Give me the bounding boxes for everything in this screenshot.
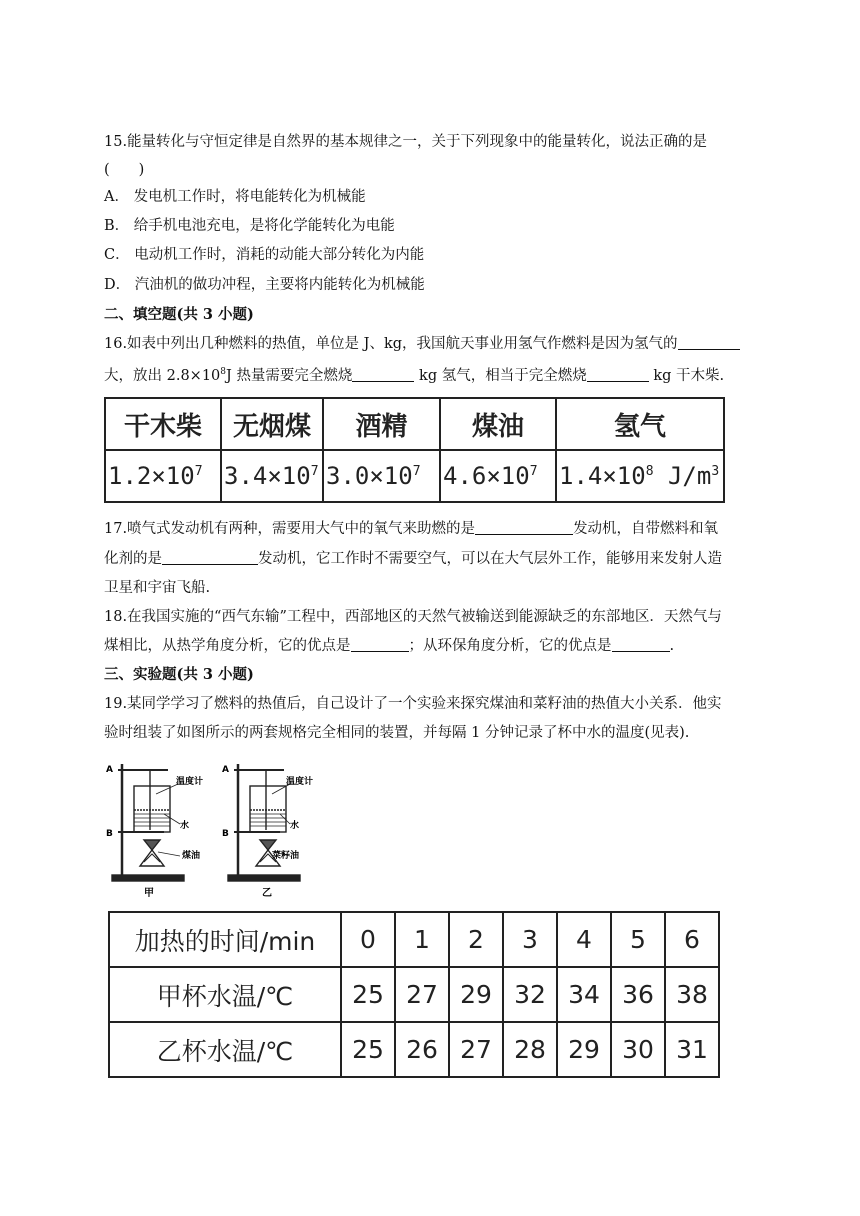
- table-row: [109, 967, 719, 1022]
- heat-value-exponent: 8: [645, 464, 654, 479]
- q19-line1: 19.某同学学习了燃料的热值后，自己设计了一个实验来探究煤油和菜籽油的热值大小关系．他实: [104, 696, 722, 712]
- table-cell: 4: [557, 912, 611, 967]
- q15-option-b: B． 给手机电池充电，是将化学能转化为电能: [104, 218, 395, 234]
- q18-text: .: [669, 638, 675, 654]
- table-cell: 6: [665, 912, 719, 967]
- q15-stem: 15.能量转化与守恒定律是自然界的基本规律之一，关于下列现象中的能量转化，说法正确的是: [104, 134, 708, 150]
- q16-text: kg 干木柴.: [648, 367, 725, 384]
- table-cell: 25: [341, 1022, 395, 1077]
- table-cell: 28: [503, 1022, 557, 1077]
- apparatus-left: [112, 764, 184, 881]
- q16-exponent: 8: [220, 367, 227, 377]
- answer-blank[interactable]: [162, 550, 258, 565]
- table-cell: 36: [611, 967, 665, 1022]
- q18-line2: [104, 636, 674, 656]
- label-b-left: B: [106, 829, 113, 839]
- label-jia: 甲: [144, 888, 154, 899]
- table-cell: 29: [557, 1022, 611, 1077]
- label-yi: 乙: [262, 888, 272, 899]
- section-heading-fill-in: 二、填空题(共 3 小题): [104, 306, 254, 323]
- q17-line3: 卫星和宇宙飞船.: [104, 580, 211, 596]
- table-cell: 5: [611, 912, 665, 967]
- table-cell: [556, 450, 724, 502]
- table-cell: 26: [395, 1022, 449, 1077]
- table-cell: 27: [449, 1022, 503, 1077]
- q15-option-a: A． 发电机工作时，将电能转化为机械能: [104, 189, 366, 205]
- q16-text: kg 氢气，相当于完全燃烧: [414, 367, 587, 384]
- q18-line1: 18.在我国实施的“西气东输”工程中，西部地区的天然气被输送到能源缺乏的东部地区．天然气与: [104, 609, 722, 625]
- label-water-right: 水: [290, 821, 300, 831]
- heat-value: 1.2×10: [108, 462, 195, 490]
- label-a-left: A: [106, 765, 113, 775]
- label-fuel-right: 菜籽油: [272, 851, 300, 861]
- table-header-cell: 酒精: [323, 398, 440, 450]
- q18-text: ；从环保角度分析，它的优点是: [408, 638, 612, 654]
- table-cell: 1: [395, 912, 449, 967]
- heat-value: 3.4×10: [224, 462, 311, 490]
- table-cell: 30: [611, 1022, 665, 1077]
- label-thermometer-left: 温度计: [176, 777, 204, 787]
- apparatus-diagram: [104, 758, 314, 900]
- heat-value: 3.0×10: [326, 462, 413, 490]
- answer-blank[interactable]: [352, 367, 414, 382]
- table-header-cell: 煤油: [440, 398, 556, 450]
- q16-text: J 热量需要完全燃烧: [226, 367, 353, 384]
- fuel-heat-value-table: [104, 397, 725, 503]
- q16-text: 16.如表中列出几种燃料的热值，单位是 J、kg，我国航天事业用氢气作燃料是因为氢气的: [104, 336, 678, 352]
- q17-text: 17.喷气式发动机有两种，需要用大气中的氧气来助燃的是: [104, 521, 476, 537]
- row-label: 甲杯水温/℃: [109, 967, 341, 1022]
- table-cell: [221, 450, 323, 502]
- section-heading-experiment: 三、实验题(共 3 小题): [104, 666, 254, 683]
- heat-value-exponent: 7: [529, 464, 538, 479]
- table-cell: 25: [341, 967, 395, 1022]
- heat-value-exponent: 7: [310, 464, 319, 479]
- table-cell: [105, 450, 221, 502]
- q17-text: 发动机，它工作时不需要空气，可以在大气层外工作，能够用来发射人造: [258, 551, 722, 567]
- table-header-cell: 干木柴: [105, 398, 221, 450]
- q17-line2: [104, 549, 722, 569]
- label-b-right: B: [222, 829, 229, 839]
- table-cell: 31: [665, 1022, 719, 1077]
- table-cell: 29: [449, 967, 503, 1022]
- heat-value-exponent: 7: [194, 464, 203, 479]
- answer-blank[interactable]: [475, 520, 573, 535]
- answer-blank[interactable]: [351, 637, 409, 652]
- q15-option-c: C． 电动机工作时，消耗的动能大部分转化为内能: [104, 247, 425, 263]
- table-cell: [440, 450, 556, 502]
- q16-line1: [104, 334, 740, 354]
- heat-value-unit-exponent: 3: [711, 464, 720, 479]
- experiment-apparatus-figure: [104, 758, 314, 900]
- table-row: [109, 912, 719, 967]
- q19-line2: 验时组装了如图所示的两套规格完全相同的装置，并每隔 1 分钟记录了杯中水的温度(见表).: [104, 725, 690, 741]
- label-water-left: 水: [180, 821, 190, 831]
- heat-value-exponent: 7: [412, 464, 421, 479]
- table-header-cell: 氢气: [556, 398, 724, 450]
- q16-line2: [104, 362, 724, 386]
- table-cell: 34: [557, 967, 611, 1022]
- table-cell: 3: [503, 912, 557, 967]
- q15-answer-bracket: ( ): [104, 162, 145, 178]
- water-temperature-table: [108, 911, 720, 1078]
- answer-blank[interactable]: [678, 335, 740, 350]
- q15-option-d: D． 汽油机的做功冲程，主要将内能转化为机械能: [104, 277, 425, 293]
- table-row: [109, 1022, 719, 1077]
- q16-text: 大，放出 2.8×10: [104, 367, 221, 384]
- answer-blank[interactable]: [612, 637, 670, 652]
- table-cell: [323, 450, 440, 502]
- heat-value: 4.6×10: [443, 462, 530, 490]
- table-cell: 27: [395, 967, 449, 1022]
- q17-line1: [104, 519, 718, 539]
- heat-value-unit: J/m: [653, 462, 712, 490]
- row-label: 乙杯水温/℃: [109, 1022, 341, 1077]
- q17-text: 发动机，自带燃料和氧: [573, 521, 719, 537]
- q18-text: 煤相比，从热学角度分析，它的优点是: [104, 638, 351, 654]
- label-fuel-left: 煤油: [182, 851, 201, 861]
- table-header-cell: 无烟煤: [221, 398, 323, 450]
- answer-blank[interactable]: [587, 367, 649, 382]
- table-cell: 32: [503, 967, 557, 1022]
- q17-text: 化剂的是: [104, 551, 162, 567]
- table-row: [105, 450, 724, 502]
- table-cell: 0: [341, 912, 395, 967]
- row-label: 加热的时间/min: [109, 912, 341, 967]
- table-header-row: [105, 398, 724, 450]
- heat-value: 1.4×10: [559, 462, 646, 490]
- label-thermometer-right: 温度计: [286, 777, 314, 787]
- label-a-right: A: [222, 765, 229, 775]
- table-cell: 2: [449, 912, 503, 967]
- table-cell: 38: [665, 967, 719, 1022]
